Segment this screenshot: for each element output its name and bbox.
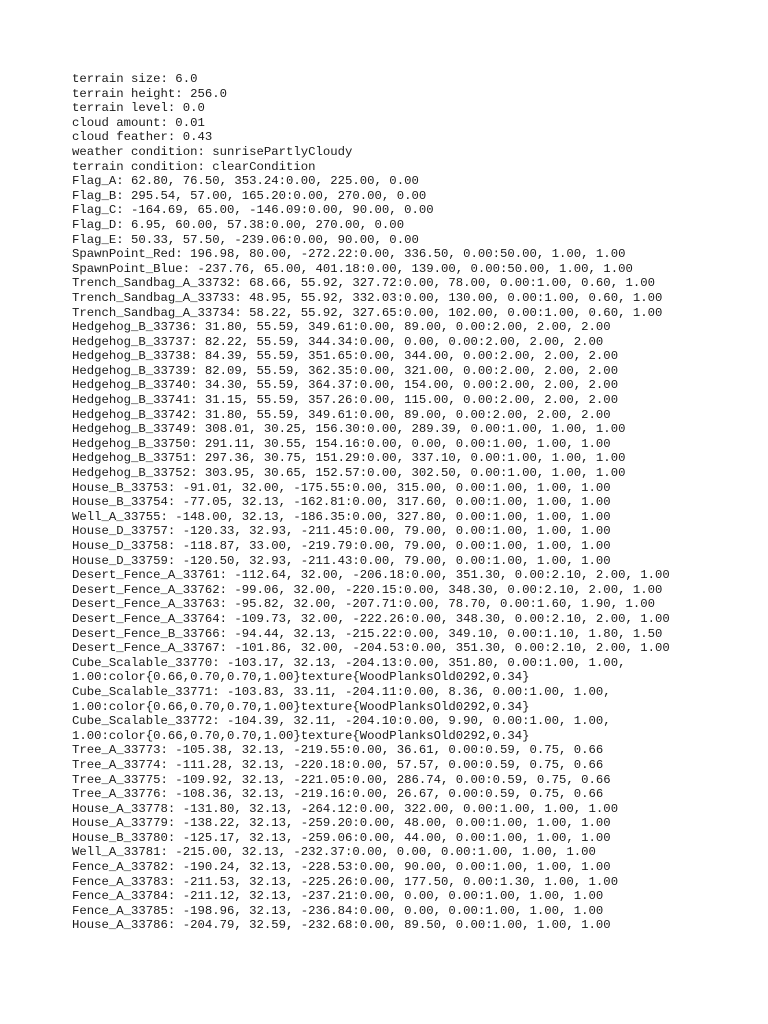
text-line: Desert_Fence_A_33761: -112.64, 32.00, -206.18:0.00, 351.30, 0.00:2.10, 2.00, 1.00 [72,568,670,583]
text-line: Flag_A: 62.80, 76.50, 353.24:0.00, 225.00, 0.00 [72,174,419,189]
text-line: terrain level: 0.0 [72,101,205,116]
text-line: House_A_33786: -204.79, 32.59, -232.68:0.00, 89.50, 0.00:1.00, 1.00, 1.00 [72,918,611,933]
text-line: Tree_A_33774: -111.28, 32.13, -220.18:0.00, 57.57, 0.00:0.59, 0.75, 0.66 [72,757,604,772]
text-line: terrain height: 256.0 [72,86,227,101]
text-line: SpawnPoint_Red: 196.98, 80.00, -272.22:0.00, 336.50, 0.00:50.00, 1.00, 1.00 [72,247,626,262]
text-line: Desert_Fence_A_33764: -109.73, 32.00, -222.26:0.00, 348.30, 0.00:2.10, 2.00, 1.00 [72,611,670,626]
text-line: Trench_Sandbag_A_33732: 68.66, 55.92, 327.72:0.00, 78.00, 0.00:1.00, 0.60, 1.00 [72,276,655,291]
text-line: House_B_33753: -91.01, 32.00, -175.55:0.00, 315.00, 0.00:1.00, 1.00, 1.00 [72,480,611,495]
text-line: terrain condition: clearCondition [72,159,316,174]
text-line: Hedgehog_B_33741: 31.15, 55.59, 357.26:0.00, 115.00, 0.00:2.00, 2.00, 2.00 [72,393,619,408]
text-line: Cube_Scalable_33772: -104.39, 32.11, -204.10:0.00, 9.90, 0.00:1.00, 1.00, [72,714,611,729]
text-line: Cube_Scalable_33771: -103.83, 33.11, -204.11:0.00, 8.36, 0.00:1.00, 1.00, [72,684,611,699]
text-line: Trench_Sandbag_A_33733: 48.95, 55.92, 332.03:0.00, 130.00, 0.00:1.00, 0.60, 1.00 [72,290,663,305]
text-line: House_B_33780: -125.17, 32.13, -259.06:0.00, 44.00, 0.00:1.00, 1.00, 1.00 [72,830,611,845]
text-line: House_D_33758: -118.87, 33.00, -219.79:0.00, 79.00, 0.00:1.00, 1.00, 1.00 [72,539,611,553]
text-line: Fence_A_33783: -211.53, 32.13, -225.26:0.00, 177.50, 0.00:1.30, 1.00, 1.00 [72,874,619,889]
text-line: Fence_A_33782: -190.24, 32.13, -228.53:0.00, 90.00, 0.00:1.00, 1.00, 1.00 [72,860,611,875]
text-line: Well_A_33755: -148.00, 32.13, -186.35:0.00, 327.80, 0.00:1.00, 1.00, 1.00 [72,509,611,524]
text-line: Hedgehog_B_33750: 291.11, 30.55, 154.16:0.00, 0.00, 0.00:1.00, 1.00, 1.00 [72,436,611,451]
text-line: Fence_A_33785: -198.96, 32.13, -236.84:0.00, 0.00, 0.00:1.00, 1.00, 1.00 [72,903,604,918]
text-line: Tree_A_33773: -105.38, 32.13, -219.55:0.00, 36.61, 0.00:0.59, 0.75, 0.66 [72,743,604,758]
text-line: Hedgehog_B_33742: 31.80, 55.59, 349.61:0.00, 89.00, 0.00:2.00, 2.00, 2.00 [72,407,611,422]
text-line: Hedgehog_B_33738: 84.39, 55.59, 351.65:0.00, 344.00, 0.00:2.00, 2.00, 2.00 [72,349,619,364]
text-line: 1.00:color{0.66,0.70,0.70,1.00}texture{WoodPlanksOld0292,0.34} [72,728,530,743]
text-line: Trench_Sandbag_A_33734: 58.22, 55.92, 327.65:0.00, 102.00, 0.00:1.00, 0.60, 1.00 [72,305,663,320]
text-line: terrain size: 6.0 [72,72,198,86]
text-line: Flag_C: -164.69, 65.00, -146.09:0.00, 90.00, 0.00 [72,203,434,218]
text-line: Hedgehog_B_33751: 297.36, 30.75, 151.29:0.00, 337.10, 0.00:1.00, 1.00, 1.00 [72,451,626,466]
text-line: Flag_B: 295.54, 57.00, 165.20:0.00, 270.00, 0.00 [72,188,427,203]
text-line: Hedgehog_B_33737: 82.22, 55.59, 344.34:0.00, 0.00, 0.00:2.00, 2.00, 2.00 [72,334,604,349]
text-line: cloud feather: 0.43 [72,130,213,145]
text-line: Tree_A_33776: -108.36, 32.13, -219.16:0.00, 26.67, 0.00:0.59, 0.75, 0.66 [72,787,604,802]
text-line: Fence_A_33784: -211.12, 32.13, -237.21:0.00, 0.00, 0.00:1.00, 1.00, 1.00 [72,889,604,904]
text-line: Hedgehog_B_33740: 34.30, 55.59, 364.37:0.00, 154.00, 0.00:2.00, 2.00, 2.00 [72,378,619,393]
text-line: cloud amount: 0.01 [72,115,205,130]
text-line: Desert_Fence_A_33767: -101.86, 32.00, -204.53:0.00, 351.30, 0.00:2.10, 2.00, 1.00 [72,641,670,656]
text-line: Cube_Scalable_33770: -103.17, 32.13, -204.13:0.00, 351.80, 0.00:1.00, 1.00, [72,655,626,670]
document-page [72,72,712,933]
text-line: weather condition: sunrisePartlyCloudy [72,144,353,159]
text-line: Flag_E: 50.33, 57.50, -239.06:0.00, 90.00, 0.00 [72,232,419,247]
text-line: House_D_33759: -120.50, 32.93, -211.43:0.00, 79.00, 0.00:1.00, 1.00, 1.00 [72,553,611,568]
text-line: House_A_33778: -131.80, 32.13, -264.12:0.00, 322.00, 0.00:1.00, 1.00, 1.00 [72,801,619,816]
text-line: Desert_Fence_A_33763: -95.82, 32.00, -207.71:0.00, 78.70, 0.00:1.60, 1.90, 1.00 [72,597,655,612]
text-line: Desert_Fence_A_33762: -99.06, 32.00, -220.15:0.00, 348.30, 0.00:2.10, 2.00, 1.00 [72,582,663,597]
text-line: Hedgehog_B_33749: 308.01, 30.25, 156.30:0.00, 289.39, 0.00:1.00, 1.00, 1.00 [72,422,626,437]
text-line: Hedgehog_B_33752: 303.95, 30.65, 152.57:0.00, 302.50, 0.00:1.00, 1.00, 1.00 [72,466,626,481]
text-line: Tree_A_33775: -109.92, 32.13, -221.05:0.00, 286.74, 0.00:0.59, 0.75, 0.66 [72,772,611,787]
text-line: Well_A_33781: -215.00, 32.13, -232.37:0.00, 0.00, 0.00:1.00, 1.00, 1.00 [72,845,596,860]
text-line: Flag_D: 6.95, 60.00, 57.38:0.00, 270.00, 0.00 [72,217,405,232]
text-line: 1.00:color{0.66,0.70,0.70,1.00}texture{WoodPlanksOld0292,0.34} [72,670,530,685]
text-line: House_B_33754: -77.05, 32.13, -162.81:0.00, 317.60, 0.00:1.00, 1.00, 1.00 [72,495,611,510]
text-line: SpawnPoint_Blue: -237.76, 65.00, 401.18:0.00, 139.00, 0.00:50.00, 1.00, 1.00 [72,261,633,276]
text-line: Desert_Fence_B_33766: -94.44, 32.13, -215.22:0.00, 349.10, 0.00:1.10, 1.80, 1.50 [72,626,663,641]
text-line: Hedgehog_B_33739: 82.09, 55.59, 362.35:0.00, 321.00, 0.00:2.00, 2.00, 2.00 [72,363,619,378]
text-line: House_A_33779: -138.22, 32.13, -259.20:0.00, 48.00, 0.00:1.00, 1.00, 1.00 [72,816,611,831]
text-line: 1.00:color{0.66,0.70,0.70,1.00}texture{WoodPlanksOld0292,0.34} [72,699,530,714]
text-line: House_D_33757: -120.33, 32.93, -211.45:0.00, 79.00, 0.00:1.00, 1.00, 1.00 [72,524,611,539]
text-line: Hedgehog_B_33736: 31.80, 55.59, 349.61:0.00, 89.00, 0.00:2.00, 2.00, 2.00 [72,320,611,335]
